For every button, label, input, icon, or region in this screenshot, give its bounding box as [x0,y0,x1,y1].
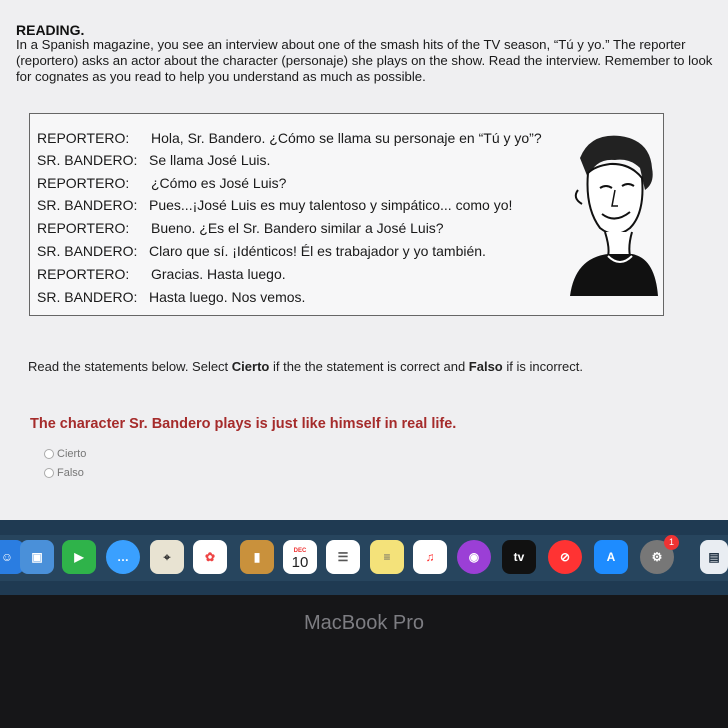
option-label: Falso [57,467,84,479]
podcasts-icon[interactable]: ◉ [457,540,491,574]
calendar-month: DEC [293,548,307,554]
facetime-icon[interactable]: ▶ [62,540,96,574]
interview-line: SR. BANDERO: Claro que sí. ¡Idénticos! Él es trabajador y yo también. [37,243,486,259]
apple-tv-icon[interactable]: tv [502,540,536,574]
option-cierto[interactable] [44,448,86,460]
interview-line: REPORTERO: ¿Cómo es José Luis? [37,175,287,191]
maps-icon[interactable]: ⌖ [150,540,184,574]
question-statement: The character Sr. Bandero plays is just like himself in real life. [30,416,457,432]
preview-icon[interactable]: ▣ [20,540,54,574]
notification-badge: 1 [664,535,679,550]
radio-falso[interactable] [44,468,54,478]
contacts-icon[interactable]: ▮ [240,540,274,574]
interview-line: SR. BANDERO: Se llama José Luis. [37,152,271,168]
notes-icon[interactable]: ≡ [370,540,404,574]
messages-icon[interactable]: … [106,540,140,574]
news-icon[interactable]: ⊘ [548,540,582,574]
music-icon[interactable]: ♫ [413,540,447,574]
document-icon[interactable]: ▤ [700,540,728,574]
interview-line: SR. BANDERO: Pues...¡José Luis es muy talentoso y simpático... como yo! [37,197,513,213]
intro-paragraph: In a Spanish magazine, you see an interview about one of the smash hits of the TV season, “Tú y yo.” The reporter (reportero) asks an actor about the character (personaje) she plays on the show. Read the interview. Remember to look for cognates as you read to help you understand as much as possible. [16,37,713,84]
option-falso[interactable] [44,467,84,479]
option-label: Cierto [57,448,87,460]
actor-cartoon-illustration [560,128,660,296]
reminders-icon[interactable]: ☰ [326,540,360,574]
interview-line: REPORTERO: Bueno. ¿Es el Sr. Bandero similar a José Luis? [37,220,444,236]
interview-line: REPORTERO: Gracias. Hasta luego. [37,266,286,282]
radio-cierto[interactable] [44,449,54,459]
calendar-icon[interactable] [283,540,317,574]
device-brand-label: MacBook Pro [303,612,425,634]
interview-line: SR. BANDERO: Hasta luego. Nos vemos. [37,289,306,305]
finder-icon[interactable]: ☺ [0,540,24,574]
photos-icon[interactable]: ✿ [193,540,227,574]
section-heading: READING. [16,22,85,38]
interview-line: REPORTERO: Hola, Sr. Bandero. ¿Cómo se llama su personaje en “Tú y yo”? [37,130,542,146]
instructions: Read the statements below. Select Cierto if the the statement is correct and Falso if is incorrect. [28,359,583,374]
system-preferences-icon[interactable]: ⚙ [640,540,674,574]
calendar-day: 10 [291,554,309,571]
app-store-icon[interactable]: A [594,540,628,574]
